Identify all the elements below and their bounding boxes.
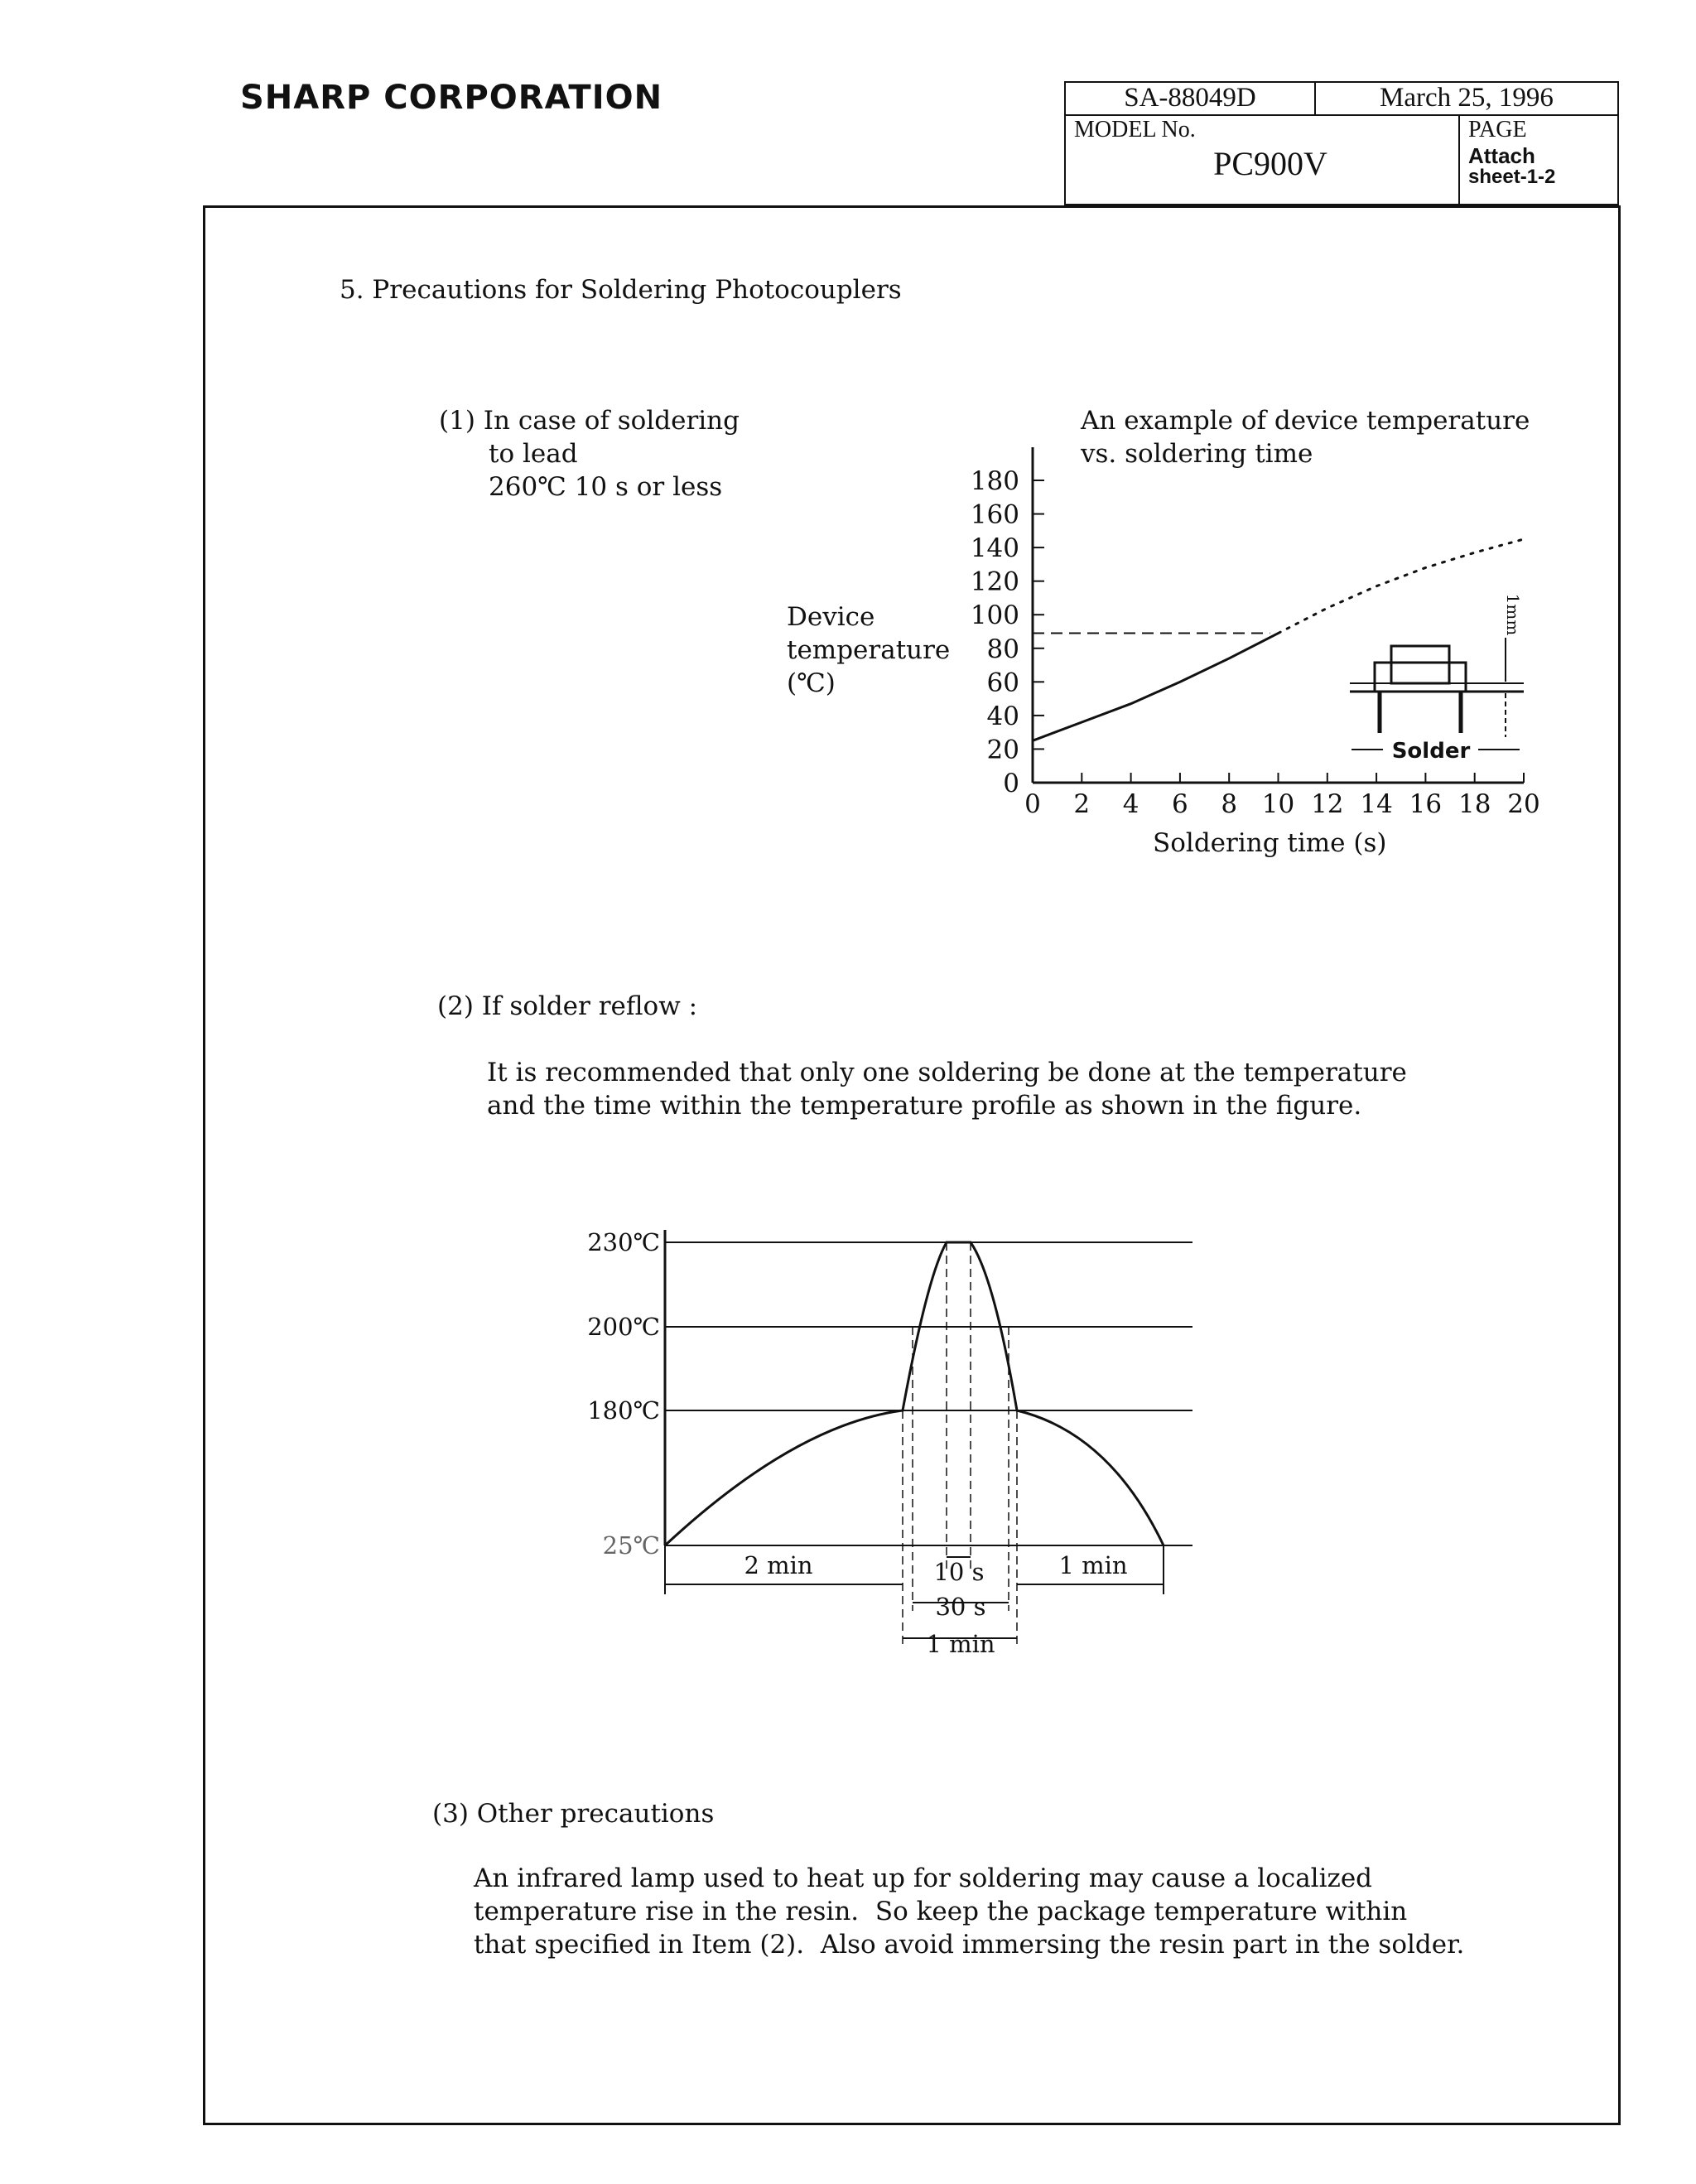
label-200: 200℃ xyxy=(587,1313,660,1341)
x-tick-label: 10 xyxy=(1261,789,1295,819)
y-tick-label: 0 xyxy=(1003,769,1019,798)
item2-heading: (2) If solder reflow : xyxy=(437,991,698,1021)
label-10s: 10 s xyxy=(933,1558,985,1586)
inset-dimension-label: 1mm xyxy=(1503,593,1523,636)
chart1-ylabel-line1: Device xyxy=(787,602,875,632)
label-230: 230℃ xyxy=(587,1228,660,1256)
x-tick-label: 0 xyxy=(1024,789,1041,819)
item3-line3: that specified in Item (2). Also avoid immersing the resin part in the solder. xyxy=(474,1930,1465,1960)
y-tick-label: 100 xyxy=(970,600,1019,631)
x-tick-label: 8 xyxy=(1221,789,1238,819)
x-tick-label: 2 xyxy=(1073,789,1091,819)
model-number: PC900V xyxy=(1213,145,1327,182)
y-tick-label: 60 xyxy=(986,668,1019,698)
x-tick-label: 20 xyxy=(1507,789,1540,819)
document-number: SA-88049D xyxy=(1065,82,1315,115)
chart1-title-line1: An example of device temperature xyxy=(1081,406,1530,436)
document-date: March 25, 1996 xyxy=(1315,82,1618,115)
inset-solder-label: Solder xyxy=(1391,739,1471,764)
chart1-ylabel-line3: (℃) xyxy=(787,668,836,698)
series-measured xyxy=(1033,634,1279,741)
x-tick-label: 18 xyxy=(1458,789,1491,819)
section-title: 5. Precautions for Soldering Photocouplers xyxy=(340,275,902,305)
model-label: MODEL No. xyxy=(1074,117,1196,142)
y-tick-label: 40 xyxy=(986,701,1019,731)
y-tick-label: 180 xyxy=(970,466,1019,496)
x-tick-label: 6 xyxy=(1172,789,1188,819)
label-1min-bottom: 1 min xyxy=(926,1630,995,1658)
item1-line2: to lead xyxy=(489,439,578,469)
item3-line1: An infrared lamp used to heat up for soldering may cause a localized xyxy=(474,1863,1373,1893)
series-extrapolated xyxy=(1279,539,1525,634)
x-tick-label: 14 xyxy=(1360,789,1393,819)
item3-line2: temperature rise in the resin. So keep the package temperature within xyxy=(474,1897,1408,1926)
chart1-title-line2: vs. soldering time xyxy=(1081,439,1313,469)
page-line1: Attach xyxy=(1468,143,1535,168)
profile-curve xyxy=(665,1242,1164,1545)
item1-line1: (1) In case of soldering xyxy=(439,406,740,436)
x-tick-label: 4 xyxy=(1122,789,1140,819)
y-tick-label: 120 xyxy=(970,566,1019,597)
item1-line3: 260℃ 10 s or less xyxy=(489,472,723,502)
y-tick-label: 140 xyxy=(970,533,1019,564)
x-tick-label: 16 xyxy=(1409,789,1443,819)
chart1-ylabel-line2: temperature xyxy=(787,635,951,665)
item2-line2: and the time within the temperature profile as shown in the figure. xyxy=(487,1091,1362,1121)
y-tick-label: 80 xyxy=(986,634,1019,664)
item2-line1: It is recommended that only one soldering be done at the temperature xyxy=(487,1058,1407,1087)
page-line2: sheet-1-2 xyxy=(1468,166,1556,188)
company-name: SHARP CORPORATION xyxy=(240,79,663,117)
x-tick-label: 12 xyxy=(1311,789,1344,819)
label-25: 25℃ xyxy=(602,1531,660,1560)
y-tick-label: 160 xyxy=(970,499,1019,530)
inset-package-body xyxy=(1391,646,1449,683)
label-2min: 2 min xyxy=(744,1551,813,1579)
label-180: 180℃ xyxy=(587,1396,660,1425)
label-1min-right: 1 min xyxy=(1058,1551,1128,1579)
inset-package-frame xyxy=(1375,663,1466,692)
label-30s: 30 s xyxy=(935,1593,986,1621)
item3-heading: (3) Other precautions xyxy=(432,1799,715,1829)
y-tick-label: 20 xyxy=(986,735,1019,765)
page-label: PAGE xyxy=(1468,117,1527,142)
chart1-xlabel: Soldering time (s) xyxy=(1153,828,1387,858)
